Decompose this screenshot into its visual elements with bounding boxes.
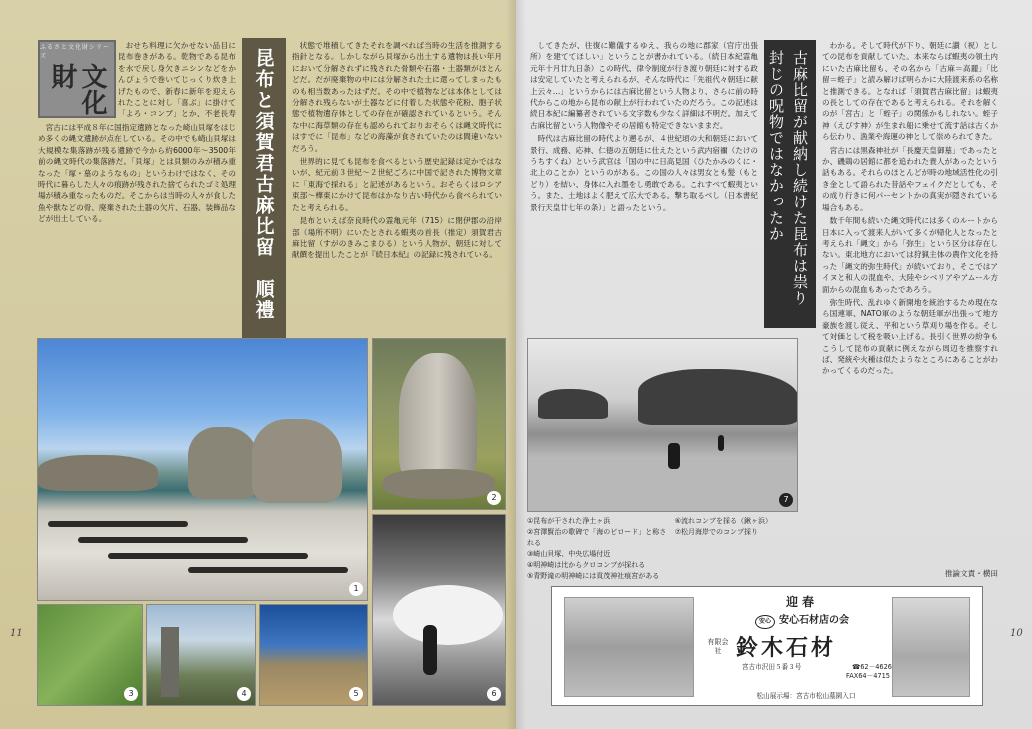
page-number-left: 11 bbox=[10, 628, 23, 639]
photo-beach-kelp-gathering bbox=[527, 338, 798, 512]
paragraph: 宮古には平成８年に国指定遺跡となった崎山貝塚をはじめ多くの縄文遺跡が点在している。その中でも崎山貝塚は大規模な集落跡が残る遺跡で今から約6000年～3500年前の縄文時代の集落跡だ。「貝塚」とは貝類のみが積み重なった「塚・墓のようなもの」というわけではなく、その時代に暮らした人々の痕跡が残された捨てられたゴミ処理場が積み重なったものだ。そこからは当時の人々が食した魚や獣などの骨、廃棄された土器の欠片、石器、装飾品などが出土している。 bbox=[38, 123, 236, 224]
caption: ①昆布が干された浄土ヶ浜 bbox=[527, 517, 611, 525]
stone-monument bbox=[399, 353, 477, 483]
photo-number: 2 bbox=[487, 491, 501, 505]
rock-formation bbox=[252, 419, 342, 503]
article-column-2 bbox=[292, 40, 502, 334]
drying-kelp bbox=[78, 537, 248, 543]
ad-tel: ☎62－4626 bbox=[852, 663, 892, 671]
caption: ④明神崎は比からクロコンブが採れる bbox=[527, 561, 646, 569]
photo-kenji-monument bbox=[372, 338, 506, 510]
paragraph: 宮古には黒森神社が「長慶天皇御墓」であったとか、磯鶏の居館に都を追われた貴人があったという話もある。それらのほとんどが時の地域活性化の引き金として語られた昔話やフェイクだとしても、その成り行きに何パーセントかの真実が隠されている場合もある。 bbox=[822, 145, 998, 212]
paragraph: わかる。そして時代が下り、朝廷に讃（祝）としての昆布を貢献していた。本来ならば蝦夷の領土内にいた古麻比留も、その名から「古麻＝高麗」「比留＝蛭子」と読み解けば明らかに大陸渡来系の名称と推測できる。となれば「須賀君古麻比留」は蝦夷の長としての存在であると考えられる。それを解くのが「宮古」と「蛭子」の関係かもしれない。蛭子神（えびす神）が生まれ船に乗せて流す話は古くから伝わり、漁業や海運の神として崇められてきた。 bbox=[822, 41, 998, 142]
paragraph: 弥生時代、乱れゆく新開地を統治するため現在なら国連軍、NATO軍のような朝廷軍が出張って地方豪族を渡し従え、平和という草刈り場を作る。そして対価として税を吸い上げる。長引く世界の紛争もこうして昆布の貢献に例えながら周辺を推察すれば、発統や火種は似たようなところにあることがわかってくるのだった。 bbox=[822, 297, 998, 376]
ad-photo-gravestones bbox=[564, 597, 694, 697]
caption: ③崎山貝塚、中央広場付近 bbox=[527, 550, 611, 558]
ad-company-name: 鈴木石材 bbox=[736, 635, 837, 661]
ad-company bbox=[706, 631, 906, 662]
coastal-rocks bbox=[638, 369, 798, 425]
anshin-logo-icon: 安心 bbox=[755, 615, 775, 629]
ad-contact bbox=[742, 663, 892, 681]
rock-formation bbox=[188, 427, 258, 499]
page-number-right: 10 bbox=[1010, 628, 1023, 639]
paragraph: 世界的に見ても昆布を食べるという歴史記録は定かではないが、紀元前３世紀～２世紀ごろに中国で記された博物文章に「東海で採れる」と記述があるという。おそらくはロシア東部～樺東にかけて昆布はかなり古い時代から食べられていたと考えられる。 bbox=[292, 157, 502, 212]
photo-number: 7 bbox=[779, 493, 793, 507]
ad-showroom: 松山展示場：宮古市松山墓園入口 bbox=[756, 692, 856, 700]
paragraph: 時代は古麻比留の時代より遡るが、４世紀頃の大和朝廷において景行、成務、応神、仁徳の五朝廷に仕えたという武内宿禰（たけのうちすくね）という武官は「国の中に日高見国（ひたかみのくに・北上のことか）というのがある。この国の人々は男女とも髪（もとどり）を結い、身体に入れ墨をし勇敢である。これすべて蝦夷という。また、土地はよく肥えて広大である。撃ち取るべし（日本書紀景行天皇廿七年の条）」と語ったという。 bbox=[530, 134, 758, 212]
photo-captions bbox=[527, 516, 798, 584]
drying-kelp bbox=[108, 553, 308, 559]
advertisement bbox=[551, 586, 983, 706]
kelp-gatherer bbox=[718, 435, 724, 451]
ad-association bbox=[702, 611, 902, 629]
photo-number: 6 bbox=[487, 687, 501, 701]
ad-address-row bbox=[742, 663, 892, 672]
photo-myojinzaki bbox=[259, 604, 368, 706]
monument-base bbox=[383, 469, 495, 499]
article-subtitle: 古麻比留が献納し続けた昆布は祟り封じの呪物ではなかったか bbox=[764, 40, 816, 328]
paragraph: 数千年間も続いた縄文時代には多くのルートから日本に入って渡来人がいて多くが帰化人となったと考えられ「縄文」から「弥生」という区分は存在しない。東北地方においては狩猟主体の農作文化を持った「縄文的弥生時代」が続いており、そこではアイヌと和人の混血や、大陸やシベリアやアムール方面からの混血もあったであろう。 bbox=[822, 216, 998, 294]
breaking-wave bbox=[393, 585, 503, 645]
caption: ②宮澤賢治の歌碑で「海のビロード」と称される bbox=[527, 528, 667, 547]
kelp-gatherer bbox=[668, 443, 680, 469]
drying-kelp bbox=[188, 567, 348, 573]
caption: ⑥流れコンブを採る（鍬ヶ浜） bbox=[674, 517, 773, 525]
paragraph: おせち料理に欠かせない品目に昆布巻きがある。乾物である昆布を水で戻し身欠きニシンなどをかんぴょうで巻いてじっくり炊き上げたもので、新春に新年を迎えられたことに対し「喜ぶ」に掛けて「よろ・コンブ」とか、不老長寿 bbox=[118, 41, 236, 118]
photo-number: 3 bbox=[124, 687, 138, 701]
article-column-4 bbox=[822, 40, 998, 570]
photo-number: 1 bbox=[349, 582, 363, 596]
page-gutter bbox=[506, 0, 526, 729]
paragraph: してきたが、往復に難儀するゆえ、我らの地に郡家（官庁出張所）を建ててほしい」ということが書かれている。（続日本紀霊亀元年十月廿九日条）この時代、律令制度が行き渡り朝廷に対する政は安定していたと考えられるが、そんな時代に「先祖代々朝廷に献上云々…」というからには古麻比留という人物より、さらに前の時代からこの地から昆布の献上が行われていたのだろう。この記述は続日本紀に編纂者されている文字数も少なく詳細は不明だ。加えて古麻比留という人物像やその居館も特定できないままだ。 bbox=[530, 41, 758, 130]
article-column-1b bbox=[38, 122, 236, 334]
stone-lantern bbox=[161, 627, 179, 697]
article-title: 昆布と須賀君古麻比留 順禮 bbox=[242, 38, 286, 338]
photo-number: 4 bbox=[237, 687, 251, 701]
paragraph: 昆布といえば奈良時代の霊亀元年（715）に閉伊郡の沿岸部（場所不明）にいたとされる蝦夷の首長（推定）須賀君古麻比留（すがのきみこまひる）という人物が、朝廷に対して献饌を提出したことが『続日本紀』の記録に残されている。 bbox=[292, 216, 502, 260]
author-credit: 推論文責・横田 bbox=[944, 569, 998, 578]
ad-fax: FAX64－4715 bbox=[846, 672, 890, 680]
rock-formation bbox=[38, 455, 158, 491]
photo-stone-lantern bbox=[146, 604, 256, 706]
photo-number: 5 bbox=[349, 687, 363, 701]
drying-kelp bbox=[48, 521, 188, 527]
photo-kelp-collecting-waves bbox=[372, 514, 506, 706]
captions-col-2 bbox=[675, 516, 798, 584]
photo-sakiyama-shellmound bbox=[37, 604, 143, 706]
ad-greeting: 迎春 bbox=[785, 595, 818, 609]
series-logo bbox=[38, 40, 116, 118]
series-label: ふるさと文化財シリーズ bbox=[40, 44, 111, 60]
captions-col-1 bbox=[527, 516, 669, 584]
caption: ⑤青野滝の明神崎には貢茂神社痕宮がある bbox=[527, 572, 660, 580]
kelp-collector bbox=[423, 625, 437, 675]
series-mark: 文化財 bbox=[47, 63, 107, 115]
paragraph: 状態で堆積してきたそれを調べれば当時の生活を推測する指針となる。しかしながら貝塚から出土する遺物は長い年月において分解されずに残された骨類や石器・土器類がほとんどだ。だが廃棄物の中には分解された土に還ってしまったものも相当数あったはずだ。その中で植物などは本体としては分解され残らないが土器などに付着した状態や花粉、胞子状態で植物遺存体としての存在が確認されているという。そんな中に海草類の存在も認められておりおそらくは縄文時代にはすでに「昆布」などの海藻が食されていたのは間違いないだろう。 bbox=[292, 41, 502, 153]
article-column-3 bbox=[530, 40, 758, 334]
ad-company-type: 有限会社 bbox=[707, 637, 729, 655]
ad-address: 宮古市沢田５番３号 bbox=[742, 663, 802, 671]
caption: ⑦松月海岸でのコンブ採り bbox=[674, 528, 759, 536]
ad-association-name: 安心石材店の会 bbox=[779, 615, 849, 626]
photo-jodogahama-kelp bbox=[37, 338, 368, 601]
coastal-rocks bbox=[538, 389, 608, 419]
beach-sand bbox=[528, 459, 797, 512]
article-column-1a bbox=[118, 40, 236, 118]
